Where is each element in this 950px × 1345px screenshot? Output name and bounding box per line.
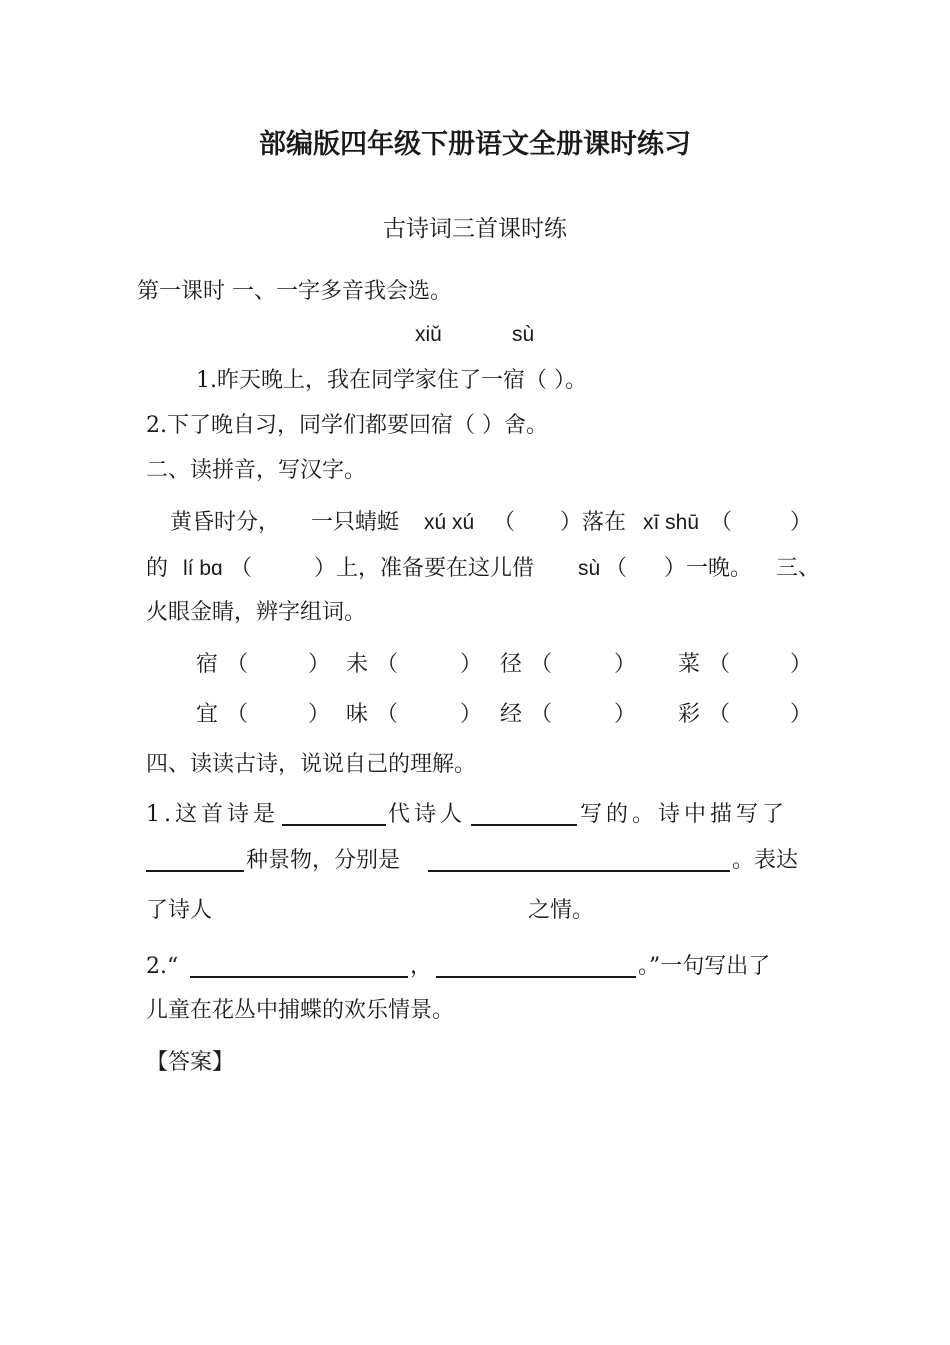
section2-line2-c: ）上，准备要在这儿借 xyxy=(314,556,535,581)
char-8: 彩 xyxy=(678,702,701,727)
paren-close: ） xyxy=(790,510,813,535)
section2-heading: 二、读拼音，写汉字。 xyxy=(146,458,367,483)
paren-close: ） xyxy=(790,702,813,727)
answer-blank-dynasty[interactable] xyxy=(282,802,386,826)
paren-close: ） xyxy=(614,702,637,727)
section2-line1-b: 一只蜻蜓 xyxy=(311,510,400,535)
pinyin-option-su: sù xyxy=(512,323,535,346)
question-1-1: 1.昨天晚上，我在同学家住了一宿（ ）。 xyxy=(196,368,587,393)
section2-line2-e: ）一晚。 xyxy=(664,556,753,581)
q4-2-b: ， xyxy=(410,954,433,979)
char-5: 宜 xyxy=(196,702,219,727)
paren-open: （ xyxy=(708,652,731,677)
paren-close: ） xyxy=(460,702,483,727)
paren-close: ） xyxy=(614,652,637,677)
section4-heading: 四、读读古诗，说说自己的理解。 xyxy=(146,752,477,777)
q4-1-d: 种景物，分别是 xyxy=(246,848,401,873)
paren-open: （ xyxy=(530,702,553,727)
answer-blank-scenery[interactable] xyxy=(428,848,730,872)
section3-heading: 火眼金睛，辨字组词。 xyxy=(146,600,367,625)
paren-close: ） xyxy=(308,652,331,677)
q4-1-f: 了诗人 xyxy=(146,898,213,923)
section2-line2-a: 的 xyxy=(146,556,169,581)
paren-open: （ xyxy=(226,652,249,677)
answer-blank-count[interactable] xyxy=(146,848,244,872)
pinyin-option-xiu: xiǔ xyxy=(415,323,442,346)
section1-heading: 第一课时 一、一字多音我会选。 xyxy=(137,279,452,304)
answer-label: 【答案】 xyxy=(146,1050,235,1075)
paren-open: （ xyxy=(376,652,399,677)
paren-open: （ xyxy=(226,702,249,727)
char-7: 经 xyxy=(500,702,523,727)
q4-1-a: 1.这首诗是 xyxy=(146,802,279,827)
q4-2-a: 2.“ xyxy=(146,954,179,979)
question-1-2: 2.下了晚自习，同学们都要回宿（ ）舍。 xyxy=(146,413,548,438)
q4-2-d: 儿童在花丛中捕蝶的欢乐情景。 xyxy=(146,998,455,1023)
q4-1-e: 。表达 xyxy=(732,848,799,873)
section2-line1-d: ）落在 xyxy=(560,510,627,535)
char-2: 未 xyxy=(346,652,369,677)
char-3: 径 xyxy=(500,652,523,677)
q4-2-c: 。”一句写出了 xyxy=(638,954,771,979)
q4-1-g: 之情。 xyxy=(528,898,595,923)
q4-1-c: 写的。诗中描写了 xyxy=(580,802,789,827)
paren-open: （ xyxy=(605,556,628,581)
pinyin-xuxu: xú xú xyxy=(424,511,475,534)
paren-close: ） xyxy=(460,652,483,677)
paren-open: （ xyxy=(376,702,399,727)
answer-blank-poet[interactable] xyxy=(471,802,577,826)
answer-blank-line1[interactable] xyxy=(190,954,408,978)
page-title: 部编版四年级下册语文全册课时练习 xyxy=(259,129,691,160)
lesson-subtitle: 古诗词三首课时练 xyxy=(383,216,567,242)
section3-number: 三、 xyxy=(776,556,821,581)
pinyin-liba: lí bɑ xyxy=(183,557,223,580)
paren-open: （ xyxy=(530,652,553,677)
paren-open: （ xyxy=(708,702,731,727)
paren-open: （ xyxy=(710,510,733,535)
pinyin-su: sù xyxy=(578,557,601,580)
paren-open: （ xyxy=(493,510,516,535)
char-6: 味 xyxy=(346,702,369,727)
q4-1-b: 代诗人 xyxy=(388,802,467,827)
paren-close: ） xyxy=(308,702,331,727)
paren-open: （ xyxy=(230,556,253,581)
char-4: 菜 xyxy=(678,652,701,677)
char-1: 宿 xyxy=(196,652,219,677)
pinyin-xishu: xī shū xyxy=(643,511,700,534)
section2-line1-a: 黄昏时分， xyxy=(170,510,281,535)
answer-blank-line2[interactable] xyxy=(436,954,636,978)
paren-close: ） xyxy=(790,652,813,677)
